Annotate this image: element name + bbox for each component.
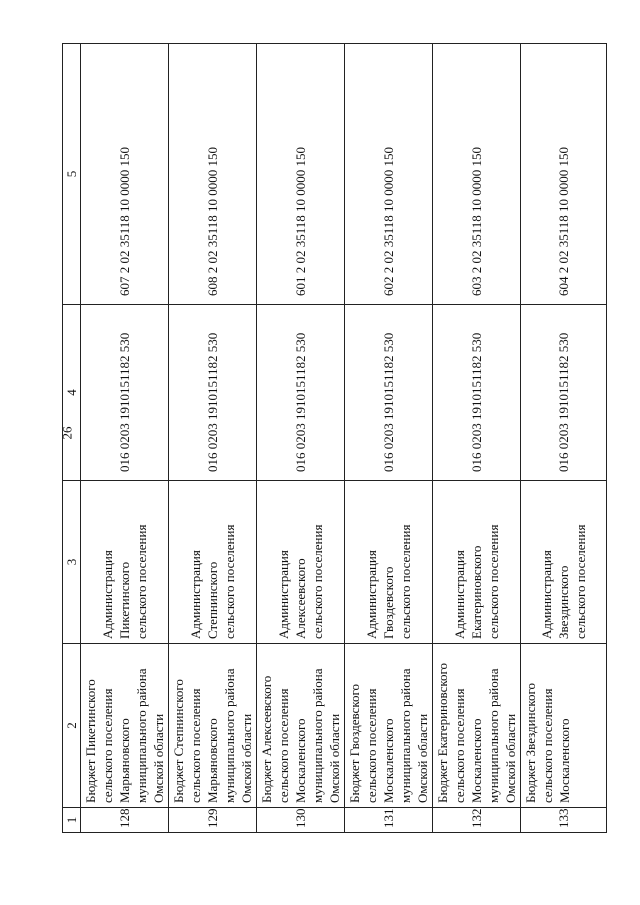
budget-line: Бюджет Пикетинского [83, 679, 98, 803]
table-row [433, 44, 521, 833]
revenue-code-cell: 604 2 02 35118 10 0000 150 [521, 44, 607, 305]
budget-line: Марьяновского [205, 718, 220, 803]
budget-line: Омской области [239, 713, 254, 803]
budget-line: Москаленского [381, 718, 396, 803]
administrator-line: сельского поселения [222, 524, 237, 639]
budget-line: Марьяновского [117, 718, 132, 803]
budget-cell [433, 644, 521, 808]
expense-code-cell: 016 0203 1910151182 530 [433, 305, 521, 481]
budget-line: Москаленского [293, 718, 308, 803]
administrator-line: Администрация [364, 550, 379, 639]
administrator-cell [169, 481, 257, 644]
revenue-code-cell: 602 2 02 35118 10 0000 150 [345, 44, 433, 305]
table-row [81, 44, 169, 833]
administrator-line: Администрация [276, 550, 291, 639]
budget-line: Омской области [327, 713, 342, 803]
table-row [257, 44, 345, 833]
budget-line: сельского поселения [452, 688, 467, 803]
administrator-line: сельского поселения [486, 524, 501, 639]
budget-cell [345, 644, 433, 808]
expense-code-cell: 016 0203 1910151182 530 [169, 305, 257, 481]
column-header-4: 4 [63, 305, 81, 481]
budget-table [62, 43, 607, 833]
budget-line: Москаленского [469, 718, 484, 803]
budget-line: Омской области [151, 713, 166, 803]
page-number-text: 26 [59, 426, 74, 440]
budget-line: муниципального района [222, 668, 237, 803]
budget-line: сельского поселения [540, 688, 555, 803]
revenue-code-cell: 608 2 02 35118 10 0000 150 [169, 44, 257, 305]
row-number: 129 [169, 808, 257, 833]
administrator-line: сельского поселения [573, 524, 588, 639]
expense-code-cell: 016 0203 1910151182 530 [257, 305, 345, 481]
administrator-line: Алексеевского [293, 558, 308, 639]
row-number: 130 [257, 808, 345, 833]
administrator-line: Администрация [452, 550, 467, 639]
budget-line: Бюджет Екатериновского [435, 663, 450, 803]
budget-cell [81, 644, 169, 808]
administrator-line: Администрация [188, 550, 203, 639]
expense-code-cell: 016 0203 1910151182 530 [521, 305, 607, 481]
budget-line: муниципального района [486, 668, 501, 803]
table-header-row [63, 44, 81, 833]
row-number: 132 [433, 808, 521, 833]
administrator-line: сельского поселения [134, 524, 149, 639]
administrator-line: сельского поселения [310, 524, 325, 639]
budget-line: Бюджет Степнинского [171, 679, 186, 803]
administrator-line: Екатериновского [469, 545, 484, 639]
administrator-line: Администрация [539, 550, 554, 639]
revenue-code-cell: 601 2 02 35118 10 0000 150 [257, 44, 345, 305]
row-number: 131 [345, 808, 433, 833]
administrator-cell [521, 481, 607, 644]
budget-line: муниципального района [134, 668, 149, 803]
revenue-code-cell: 607 2 02 35118 10 0000 150 [81, 44, 169, 305]
administrator-cell [257, 481, 345, 644]
budget-line: сельского поселения [276, 688, 291, 803]
budget-line: Омской области [415, 713, 430, 803]
budget-line: Москаленского [557, 718, 572, 803]
administrator-line: Гвоздевского [381, 566, 396, 639]
revenue-code-cell: 603 2 02 35118 10 0000 150 [433, 44, 521, 305]
administrator-cell [345, 481, 433, 644]
budget-line: Омской области [503, 713, 518, 803]
table-row [345, 44, 433, 833]
administrator-line: Звездинского [556, 565, 571, 639]
budget-line: Бюджет Гвоздевского [347, 684, 362, 803]
administrator-line: Пикетинского [117, 561, 132, 639]
budget-line: сельского поселения [100, 688, 115, 803]
budget-line: Бюджет Алексеевского [259, 675, 274, 803]
budget-line: сельского поселения [188, 688, 203, 803]
budget-cell [257, 644, 345, 808]
column-header-5: 5 [63, 44, 81, 305]
budget-cell [521, 644, 607, 808]
column-header-3: 3 [63, 481, 81, 644]
administrator-line: Администрация [100, 550, 115, 639]
budget-cell [169, 644, 257, 808]
expense-code-cell: 016 0203 1910151182 530 [81, 305, 169, 481]
administrator-cell [81, 481, 169, 644]
column-header-2: 2 [63, 644, 81, 808]
table-row [169, 44, 257, 833]
document-table-container [62, 44, 588, 833]
row-number: 128 [81, 808, 169, 833]
expense-code-cell: 016 0203 1910151182 530 [345, 305, 433, 481]
column-header-1: 1 [63, 808, 81, 833]
row-number: 133 [521, 808, 607, 833]
table-row [521, 44, 607, 833]
budget-line: муниципального района [310, 668, 325, 803]
administrator-cell [433, 481, 521, 644]
budget-line: Бюджет Звездинского [523, 682, 538, 803]
budget-line: муниципального района [398, 668, 413, 803]
budget-line: сельского поселения [364, 688, 379, 803]
administrator-line: Степнинского [205, 561, 220, 639]
administrator-line: сельского поселения [398, 524, 413, 639]
